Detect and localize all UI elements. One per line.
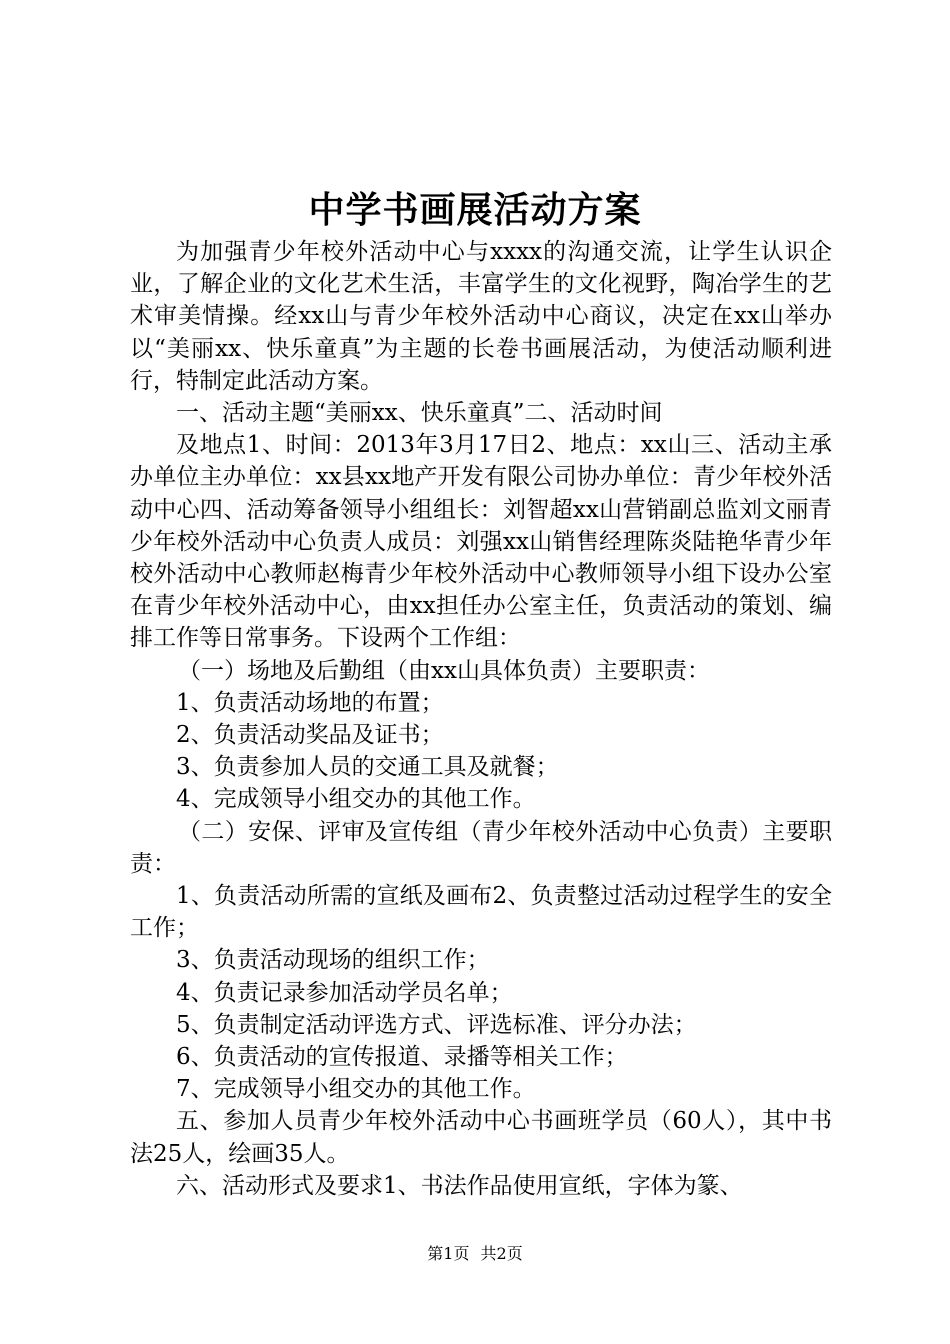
group-two-item: 4、负责记录参加活动学员名单；	[176, 979, 513, 1006]
intro-paragraph: 为加强青少年校外活动中心与xxxx的沟通交流，让学生认识企业，了解企业的文化艺术生活，丰富学生的文化视野，陶冶学生的艺术审美情操。经xx山与青少年校外活动中心商议，决定在xx山举办以“美丽xx、快乐童真”为主题的长卷书画展活动，为使活动顺利进行，特制定此活动方案。	[130, 239, 832, 394]
group-one-item: 2、负责活动奖品及证书；	[176, 722, 444, 749]
activity-form-paragraph: 六、活动形式及要求1、书法作品使用宣纸，字体为篆、	[176, 1172, 743, 1199]
group-one-item: 1、负责活动场地的布置；	[176, 689, 444, 716]
page-total: 共2页	[480, 1244, 523, 1263]
group-two-heading: （二）安保、评审及宣传组（青少年校外活动中心负责）主要职责：	[130, 818, 832, 877]
group-one-item: 4、完成领导小组交办的其他工作。	[176, 786, 536, 813]
group-one-heading: （一）场地及后勤组（由xx山具体负责）主要职责：	[178, 657, 710, 684]
group-two-item: 7、完成领导小组交办的其他工作。	[176, 1076, 536, 1103]
document-title: 中学书画展活动方案	[308, 189, 642, 231]
page-number: 第1页	[427, 1244, 470, 1263]
group-two-item: 5、负责制定活动评选方式、评选标准、评分办法；	[176, 1011, 697, 1038]
group-two-item: 6、负责活动的宣传报道、录播等相关工作；	[176, 1044, 628, 1071]
group-two-item: 3、负责活动现场的组织工作；	[176, 947, 490, 974]
group-two-item: 1、负责活动所需的宣纸及画布2、负责整过活动过程学生的安全工作；	[130, 883, 832, 942]
page-footer	[0, 1244, 950, 1264]
section-time-place-paragraph: 及地点1、时间：2013年3月17日2、地点：xx山三、活动主承办单位主办单位：xx县xx地产开发有限公司协办单位：青少年校外活动中心四、活动筹备领导小组组长：刘智超xx山营销副总监刘文丽青少年校外活动中心负责人成员：刘强xx山销售经理陈炎陆艳华青少年校外活动中心教师赵梅青少年校外活动中心教师领导小组下设办公室在青少年校外活动中心，由xx担任办公室主任，负责活动的策划、编排工作等日常事务。下设两个工作组：	[130, 432, 832, 652]
document-body	[130, 236, 832, 1202]
participants-paragraph: 五、参加人员青少年校外活动中心书画班学员（60人），其中书法25人，绘画35人。	[130, 1108, 832, 1167]
section-theme-paragraph: 一、活动主题“美丽xx、快乐童真”二、活动时间	[176, 400, 663, 427]
group-one-item: 3、负责参加人员的交通工具及就餐；	[176, 754, 559, 781]
